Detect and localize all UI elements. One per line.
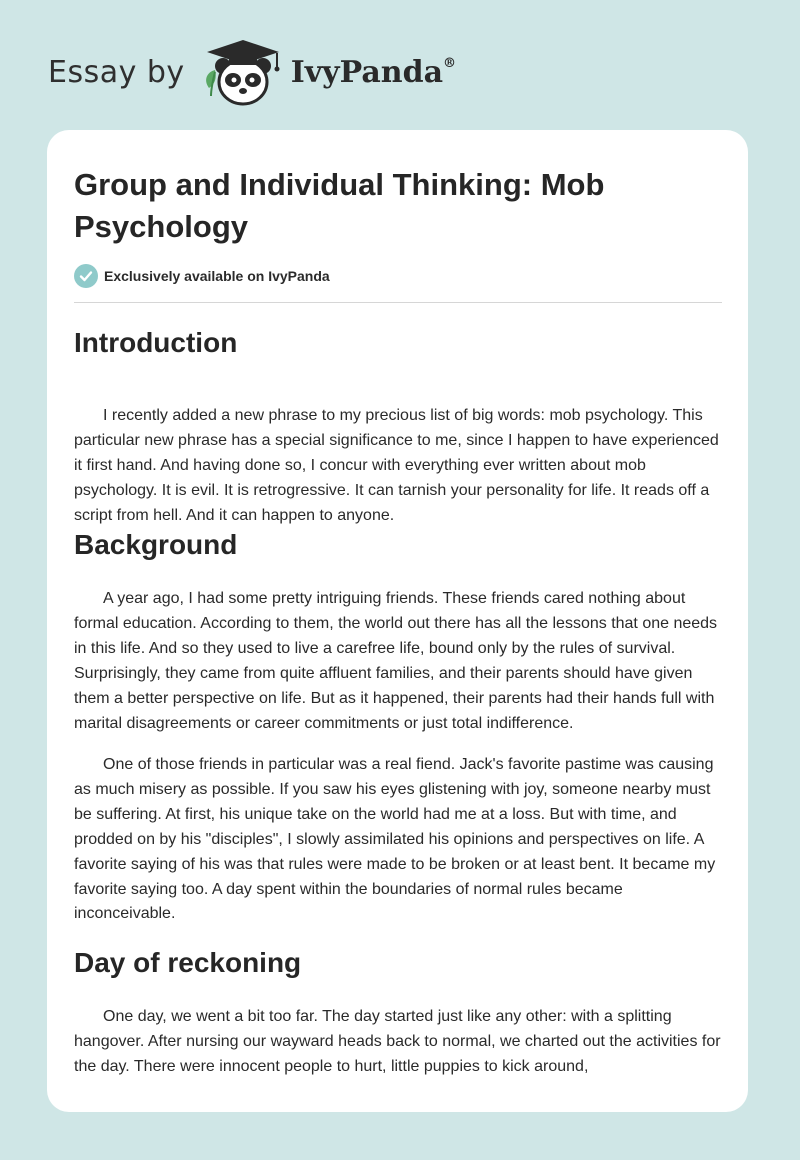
- essay-by-label: Essay by: [48, 54, 185, 90]
- check-icon: [74, 264, 98, 288]
- divider: [74, 302, 722, 303]
- exclusive-badge: [74, 264, 330, 288]
- badge-label: Exclusively available on IvyPanda: [104, 268, 330, 284]
- panda-logo-icon[interactable]: [199, 36, 287, 108]
- site-header: [48, 36, 456, 108]
- page-title: Group and Individual Thinking: Mob Psychology: [74, 167, 605, 244]
- section-heading-background: Background: [74, 529, 238, 560]
- paragraph: A year ago, I had some pretty intriguing friends. These friends cared nothing about formal education. According to them, the world out there has all the lessons that one needs in this life. And so they used to live a carefree life, bound only by the rules of survival. Surprisingly, they came from quite affluent families, and their parents should have given them a better perspective on life. But as it happened, their parents had their hands full with marital disagreements or career commitments or just total indifference.: [74, 590, 718, 732]
- essay-card: [47, 130, 748, 1112]
- paragraph: One of those friends in particular was a real fiend. Jack's favorite pastime was causing as much misery as possible. If you saw his eyes glistening with joy, someone nearby must be suffering. At first, his unique take on the world had me at a loss. But with time, and prodded on by his "disciples", I slowly assimilated his opinions and perspectives on life. A favorite saying of his was that rules were made to be broken or at least bent. It became my favorite saying too. A day spent within the boundaries of normal rules became inconceivable.: [74, 756, 716, 923]
- section-heading-introduction: Introduction: [74, 327, 238, 358]
- section-heading-day-of-reckoning: Day of reckoning: [74, 947, 302, 978]
- paragraph: One day, we went a bit too far. The day started just like any other: with a splitting hangover. After nursing our wayward heads back to normal, we charted out the activities for the day. There were innocent people to hurt, little puppies to kick around,: [74, 1008, 721, 1075]
- brand-name[interactable]: IvyPanda®: [290, 54, 457, 90]
- paragraph: I recently added a new phrase to my precious list of big words: mob psychology. This particular new phrase has a special significance to me, since I happen to have experienced it first hand. And having done so, I concur with everything ever written about mob psychology. It is evil. It is retrogressive. It can tarnish your personality for life. It reads off a script from hell. And it can happen to anyone.: [74, 407, 719, 524]
